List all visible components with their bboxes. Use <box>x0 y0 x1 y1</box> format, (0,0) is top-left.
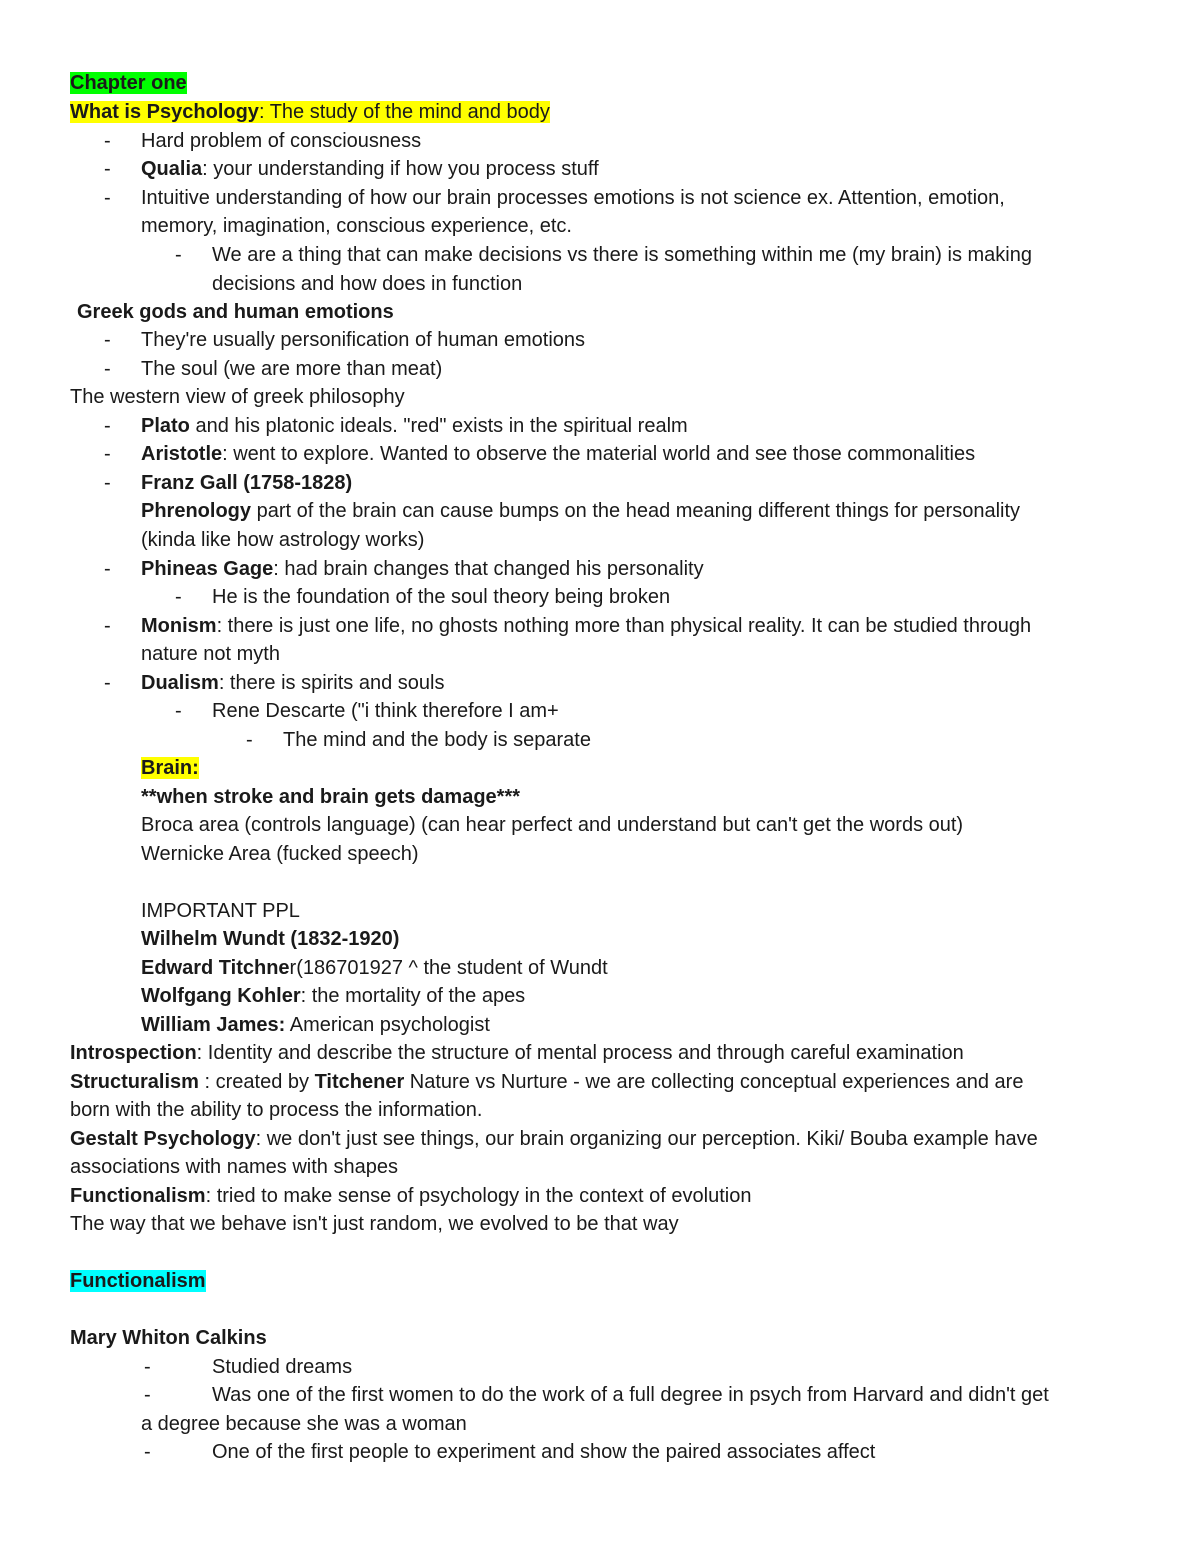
bullet-dash: - <box>104 615 111 637</box>
introspection: Introspection: Identity and describe the structure of mental process and through careful examination <box>70 1042 964 1064</box>
bullet-dash: - <box>144 1356 151 1378</box>
functionalism-evolved: The way that we behave isn't just random, we evolved to be that way <box>70 1213 679 1235</box>
bullet-dash: - <box>144 1384 151 1406</box>
calkins-paired-associates: One of the first people to experiment and show the paired associates affect <box>212 1441 876 1463</box>
structuralism-line1: Structuralism : created by Titchener Nature vs Nurture - we are collecting conceptual experiences and are <box>70 1071 1024 1093</box>
bullet-personification: They're usually personification of human emotions <box>141 329 586 351</box>
bullet-soul: The soul (we are more than meat) <box>141 358 443 380</box>
subsubbullet-mind-body: The mind and the body is separate <box>283 729 591 751</box>
bullet-dash: - <box>104 558 111 580</box>
bullet-dash: - <box>104 158 111 180</box>
calkins-harvard-line1: Was one of the first women to do the work of a full degree in psych from Harvard and didn't get <box>212 1384 1049 1406</box>
bullet-dash: - <box>144 1441 151 1463</box>
person-kohler: Wolfgang Kohler: the mortality of the apes <box>141 985 526 1007</box>
calkins-dreams: Studied dreams <box>212 1356 353 1378</box>
broca-area: Broca area (controls language) (can hear perfect and understand but can't get the words out) <box>141 814 964 836</box>
subbullet-decisions-line2: decisions and how does in function <box>212 273 523 295</box>
brain-heading: Brain: <box>141 757 199 779</box>
bullet-plato: Plato and his platonic ideals. "red" exists in the spiritual realm <box>141 415 688 437</box>
bullet-dash: - <box>175 700 182 722</box>
bullet-dash: - <box>104 415 111 437</box>
phrenology-line2: (kinda like how astrology works) <box>141 529 425 551</box>
bullet-intuitive-line2: memory, imagination, conscious experience, etc. <box>141 215 572 237</box>
stroke-note: **when stroke and brain gets damage*** <box>141 786 521 808</box>
calkins-name: Mary Whiton Calkins <box>70 1327 267 1349</box>
wernicke-area: Wernicke Area (fucked speech) <box>141 843 419 865</box>
bullet-qualia: Qualia: your understanding if how you process stuff <box>141 158 599 180</box>
person-wundt: Wilhelm Wundt (1832-1920) <box>141 928 400 950</box>
phrenology-line1: Phrenology part of the brain can cause bumps on the head meaning different things for personality <box>141 500 1021 522</box>
bullet-intuitive-line1: Intuitive understanding of how our brain processes emotions is not science ex. Attention, emotion, <box>141 187 1005 209</box>
bullet-dash: - <box>246 729 253 751</box>
bullet-dash: - <box>175 586 182 608</box>
person-titchner: Edward Titchner(186701927 ^ the student of Wundt <box>141 957 608 979</box>
greek-heading: Greek gods and human emotions <box>77 301 394 323</box>
bullet-aristotle: Aristotle: went to explore. Wanted to observe the material world and see those commonalities <box>141 443 976 465</box>
bullet-dash: - <box>104 672 111 694</box>
bullet-hard-problem: Hard problem of consciousness <box>141 130 422 152</box>
person-james: William James: American psychologist <box>141 1014 490 1036</box>
bullet-dash: - <box>104 130 111 152</box>
bullet-franz-gall: Franz Gall (1758-1828) <box>141 472 353 494</box>
bullet-dash: - <box>104 329 111 351</box>
subbullet-decisions-line1: We are a thing that can make decisions vs there is something within me (my brain) is making <box>212 244 1032 266</box>
bullet-dash: - <box>175 244 182 266</box>
psychology-definition: What is Psychology: The study of the mind and body <box>70 101 550 123</box>
bullet-monism-line2: nature not myth <box>141 643 280 665</box>
chapter-heading: Chapter one <box>70 72 187 94</box>
gestalt-line1: Gestalt Psychology: we don't just see things, our brain organizing our perception. Kiki/ Bouba example have <box>70 1128 1038 1150</box>
structuralism-line2: born with the ability to process the information. <box>70 1099 483 1121</box>
bullet-dash: - <box>104 187 111 209</box>
gestalt-line2: associations with names with shapes <box>70 1156 398 1178</box>
subbullet-soul-theory: He is the foundation of the soul theory being broken <box>212 586 671 608</box>
calkins-harvard-line2: a degree because she was a woman <box>141 1413 467 1435</box>
bullet-dash: - <box>104 358 111 380</box>
bullet-dualism: Dualism: there is spirits and souls <box>141 672 445 694</box>
functionalism-definition: Functionalism: tried to make sense of psychology in the context of evolution <box>70 1185 752 1207</box>
bullet-monism-line1: Monism: there is just one life, no ghosts nothing more than physical reality. It can be studied through <box>141 615 1032 637</box>
important-people-heading: IMPORTANT PPL <box>141 900 300 922</box>
subbullet-descarte: Rene Descarte ("i think therefore I am+ <box>212 700 559 722</box>
functionalism-heading: Functionalism <box>70 1270 206 1292</box>
bullet-phineas-gage: Phineas Gage: had brain changes that changed his personality <box>141 558 704 580</box>
bullet-dash: - <box>104 472 111 494</box>
bullet-dash: - <box>104 443 111 465</box>
western-heading: The western view of greek philosophy <box>70 386 405 408</box>
